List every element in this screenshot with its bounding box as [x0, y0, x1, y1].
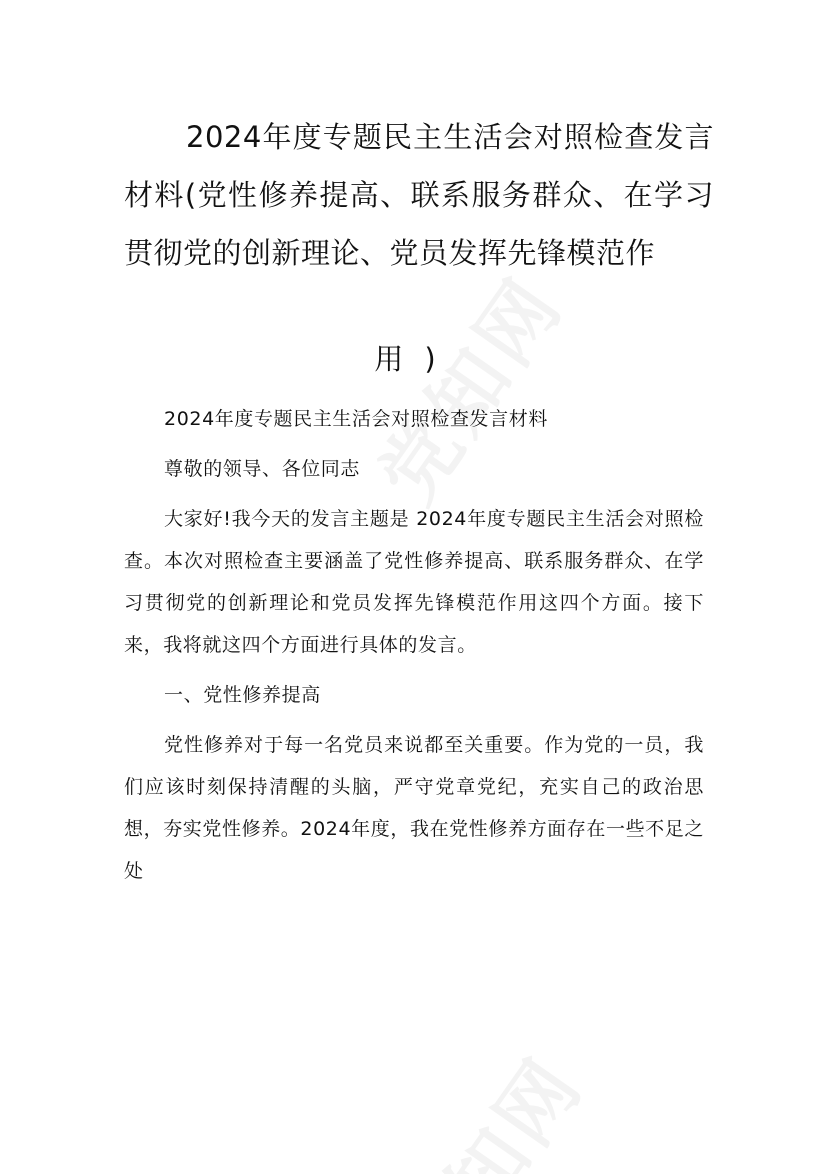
greeting-paragraph: 尊敬的领导、各位同志 [164, 458, 361, 480]
section-heading: 一、党性修养提高 [164, 684, 321, 706]
document-body [124, 398, 704, 892]
document-title-tail: 用 ) [374, 342, 442, 376]
section-body-paragraph: 党性修养对于每一名党员来说都至关重要。作为党的一员，我们应该时刻保持清醒的头脑，严守党章党纪，充实自己的政治思想，夯实党性修养。2024年度，我在党性修养方面存在一些不足之处 [124, 734, 704, 882]
watermark [368, 1031, 604, 1174]
document-title: 2024年度专题民主生活会对照检查发言材料(党性修养提高、联系服务群众、在学习贯彻党的创新理论、党员发挥先锋模范作 [124, 120, 714, 270]
subtitle-paragraph: 2024年度专题民主生活会对照检查发言材料 [164, 408, 548, 430]
intro-paragraph: 大家好!我今天的发言主题是 2024年度专题民主生活会对照检查。本次对照检查主要涵盖了党性修养提高、联系服务群众、在学习贯彻党的创新理论和党员发挥先锋模范作用这四个方面。接下来，我将就这四个方面进行具体的发言。 [124, 508, 704, 656]
